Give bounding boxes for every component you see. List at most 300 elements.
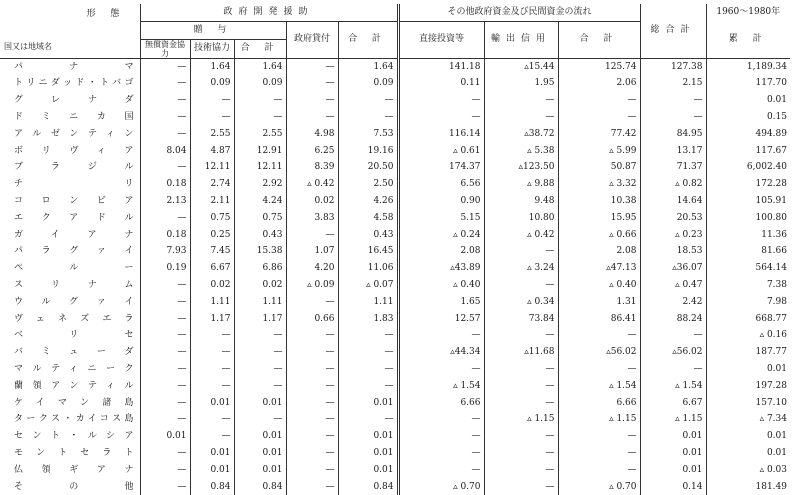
country-name: スリナム [0,277,140,294]
cell-grand-total: 13.17 [640,143,706,160]
cell-loans: 8.39 [286,159,338,176]
cell-direct-investment: 5.15 [398,210,484,227]
cell-grant-subtotal: 1.17 [234,311,286,328]
cell-tech-coop: 0.01 [190,395,234,412]
table-row [0,361,790,378]
cell-tech-coop: 1.17 [190,311,234,328]
cell-loans: 4.20 [286,260,338,277]
cell-loans: — [286,395,338,412]
cell-export-credit: — [484,277,558,294]
cell-cumulative-total: 100.80 [706,210,790,227]
form-label: 形 態 [86,9,126,19]
cell-cumulative-total: 6,002.40 [706,159,790,176]
cell-grant-subtotal: 0.84 [234,479,286,495]
grand-total-header: 総合計 [640,4,706,58]
cell-loans: — [286,75,338,92]
cell-loans: — [286,361,338,378]
cell-grant-subtotal: — [234,92,286,109]
table-row [0,109,790,126]
cell-loans: — [286,58,338,75]
cell-grant-aid: — [177,481,187,492]
cell-tech-coop: 0.84 [190,479,234,495]
cell-loans: ▵ 0.42 [286,176,338,193]
cell-other-flows-total: — [558,92,640,109]
cell-grant-subtotal: 1.11 [234,294,286,311]
cell-tech-coop: — [190,361,234,378]
cell-export-credit: ▵38.72 [484,126,558,143]
cell-direct-investment: ▵43.89 [398,260,484,277]
cell-tech-coop: 1.11 [190,294,234,311]
cell-export-credit: — [484,479,558,495]
cell-other-flows-total: 6.66 [558,395,640,412]
cell-tech-coop: 0.02 [190,277,234,294]
cell-loans: — [286,445,338,462]
cell-direct-investment: 6.66 [398,395,484,412]
cell-other-flows-total: — [558,109,640,126]
country-name: マルティニーク [0,361,140,378]
cell-grant-subtotal: — [234,361,286,378]
cell-tech-coop: 0.09 [190,75,234,92]
cell-grant-subtotal: — [234,411,286,428]
cell-grant-subtotal: — [234,109,286,126]
cell-other-flows-total: ▵ 0.40 [558,277,640,294]
cell-tech-coop: 0.75 [190,210,234,227]
cell-export-credit: ▵ 0.34 [484,294,558,311]
cell-other-flows-total: — [558,428,640,445]
cell-oda-total: 19.16 [338,143,398,160]
cell-export-credit: — [484,445,558,462]
cell-oda-total: — [338,92,398,109]
grant-aid-header: 無償資金協力 [140,39,190,58]
cell-other-flows-total: — [558,361,640,378]
country-name: ブラジル [0,159,140,176]
table-row [0,344,790,361]
country-name: バミューダ [0,344,140,361]
table-row [0,260,790,277]
cell-direct-investment: — [398,445,484,462]
cell-export-credit: ▵ 5.38 [484,143,558,160]
country-name: セント・ルシア [0,428,140,445]
cell-oda-total: 0.01 [338,445,398,462]
cell-grant-subtotal: 0.75 [234,210,286,227]
cell-cumulative-total: 0.01 [706,361,790,378]
cell-tech-coop: 4.87 [190,143,234,160]
cell-cumulative-total: 0.01 [706,445,790,462]
cell-direct-investment: — [398,327,484,344]
cell-loans: 4.98 [286,126,338,143]
cell-grant-aid: 2.13 [166,195,187,206]
cell-grant-aid: — [177,61,187,72]
cell-export-credit: — [484,395,558,412]
cell-cumulative-total: 668.77 [706,311,790,328]
cell-other-flows-total: 50.87 [558,159,640,176]
cell-export-credit: — [484,109,558,126]
cell-cumulative-total: ▵ 7.34 [706,411,790,428]
oda-total-header: 合 計 [338,21,398,58]
direct-investment-header: 直接投資等 [398,21,484,58]
cell-grand-total: ▵ 0.23 [640,227,706,244]
table-row [0,58,790,75]
cell-other-flows-total: ▵ 1.15 [558,411,640,428]
cell-cumulative-total: 81.66 [706,243,790,260]
cell-grant-subtotal: 0.01 [234,395,286,412]
cell-loans: ▵ 0.09 [286,277,338,294]
cell-oda-total: — [338,327,398,344]
country-name: アルゼンティン [0,126,140,143]
table-row [0,327,790,344]
cell-grand-total: ▵36.07 [640,260,706,277]
cell-loans: — [286,92,338,109]
country-name: ペルー [0,260,140,277]
cell-oda-total: 7.53 [338,126,398,143]
cell-export-credit: 1.95 [484,75,558,92]
cell-loans: — [286,462,338,479]
cell-export-credit: ▵15.44 [484,58,558,75]
cell-grant-aid: — [177,447,187,458]
cell-oda-total: — [338,411,398,428]
cell-grant-aid: — [177,380,187,391]
table-row [0,92,790,109]
cell-grant-aid: — [177,313,187,324]
cell-direct-investment: — [398,428,484,445]
cell-grant-subtotal: — [234,327,286,344]
cell-grand-total: 84.95 [640,126,706,143]
cell-cumulative-total: 564.14 [706,260,790,277]
country-name: エクアドル [0,210,140,227]
cell-other-flows-total: ▵ 0.66 [558,227,640,244]
cell-grant-aid: — [177,330,187,341]
cell-tech-coop: — [190,411,234,428]
cell-oda-total: 0.01 [338,462,398,479]
cell-tech-coop: — [190,109,234,126]
oda-header: 政府開発援助 [140,4,398,21]
cell-loans: — [286,428,338,445]
table-header [0,4,790,58]
cell-grant-aid: — [177,464,187,475]
table-row [0,294,790,311]
cell-oda-total: — [338,344,398,361]
country-name: ボリヴィア [0,143,140,160]
cell-grant-subtotal: 2.55 [234,126,286,143]
cell-grant-aid: 7.93 [166,246,187,257]
cell-tech-coop: — [190,378,234,395]
cell-tech-coop: — [190,428,234,445]
cell-grant-subtotal: — [234,378,286,395]
cell-export-credit: ▵ 3.24 [484,260,558,277]
cell-grant-subtotal: 0.01 [234,445,286,462]
cell-other-flows-total: ▵ 0.70 [558,479,640,495]
cell-grand-total: — [640,109,706,126]
cell-grant-aid: — [177,111,187,122]
table-body [0,58,790,495]
cell-cumulative-total: 7.98 [706,294,790,311]
cell-direct-investment: 1.65 [398,294,484,311]
country-name: パラグァイ [0,243,140,260]
cell-loans: 1.07 [286,243,338,260]
country-name: ガイアナ [0,227,140,244]
table-row [0,277,790,294]
cell-direct-investment: ▵ 0.40 [398,277,484,294]
cell-grant-subtotal: 12.91 [234,143,286,160]
cell-export-credit: — [484,327,558,344]
cell-cumulative-total: 117.67 [706,143,790,160]
cell-cumulative-total: 172.28 [706,176,790,193]
cell-other-flows-total: 86.41 [558,311,640,328]
cell-grant-subtotal: 1.64 [234,58,286,75]
table-row [0,126,790,143]
cell-cumulative-total: 105.91 [706,193,790,210]
cell-direct-investment: 12.57 [398,311,484,328]
table-row [0,176,790,193]
cell-export-credit: 10.80 [484,210,558,227]
cell-export-credit: ▵ 9.88 [484,176,558,193]
cell-grant-subtotal: 4.24 [234,193,286,210]
cell-direct-investment: 2.08 [398,243,484,260]
cell-loans: 3.83 [286,210,338,227]
cell-grand-total: — [640,361,706,378]
cell-direct-investment: 141.18 [398,58,484,75]
cell-direct-investment: — [398,92,484,109]
cell-oda-total: 0.09 [338,75,398,92]
cell-grand-total: 88.24 [640,311,706,328]
cell-grand-total: ▵ 0.82 [640,176,706,193]
tech-coop-header: 技術協力 [190,39,234,58]
cell-oda-total: — [338,361,398,378]
cell-other-flows-total: ▵56.02 [558,344,640,361]
cell-direct-investment: 0.11 [398,75,484,92]
cell-direct-investment: — [398,462,484,479]
cell-grant-subtotal: 6.86 [234,260,286,277]
cell-oda-total: 0.84 [338,479,398,495]
cell-tech-coop: — [190,344,234,361]
cell-grant-aid: — [177,363,187,374]
cell-direct-investment: ▵ 0.24 [398,227,484,244]
cell-direct-investment: 6.56 [398,176,484,193]
cell-grand-total: 0.01 [640,445,706,462]
table-row [0,75,790,92]
cell-export-credit: — [484,92,558,109]
cell-cumulative-total: 7.38 [706,277,790,294]
grant-subtotal-header: 合 計 [234,39,286,58]
cell-grand-total: ▵ 0.47 [640,277,706,294]
cell-grand-total: 6.67 [640,395,706,412]
cell-other-flows-total: 10.38 [558,193,640,210]
cell-grant-aid: — [177,279,187,290]
table-row [0,143,790,160]
cell-loans: — [286,294,338,311]
cell-direct-investment: ▵44.34 [398,344,484,361]
cell-loans: — [286,227,338,244]
cell-other-flows-total: 15.95 [558,210,640,227]
cell-cumulative-total: ▵ 0.03 [706,462,790,479]
cell-export-credit: — [484,361,558,378]
cell-grant-aid: 8.04 [166,145,187,156]
cell-cumulative-total: 117.70 [706,75,790,92]
cell-grant-subtotal: 0.09 [234,75,286,92]
cell-oda-total: 0.01 [338,428,398,445]
cell-grant-subtotal: 0.01 [234,462,286,479]
table-row [0,193,790,210]
cell-grant-subtotal: 0.43 [234,227,286,244]
table-row [0,479,790,495]
cell-cumulative-total: 0.15 [706,109,790,126]
cell-tech-coop: — [190,327,234,344]
cell-loans: 0.02 [286,193,338,210]
cell-direct-investment: 116.14 [398,126,484,143]
table-row [0,411,790,428]
cell-other-flows-total: ▵ 3.32 [558,176,640,193]
cell-tech-coop: 0.01 [190,462,234,479]
cell-oda-total: 4.58 [338,210,398,227]
cell-export-credit: ▵ 1.15 [484,411,558,428]
cell-export-credit: 73.84 [484,311,558,328]
cell-grand-total: 2.42 [640,294,706,311]
country-name: ウルグァイ [0,294,140,311]
cell-loans: 6.25 [286,143,338,160]
cell-grand-total: — [640,92,706,109]
table-row [0,227,790,244]
country-name: トリニダッド・トバゴ [0,75,140,92]
cell-oda-total: 1.64 [338,58,398,75]
cell-grand-total: 0.01 [640,428,706,445]
cell-grant-aid: — [177,95,187,106]
cell-oda-total: 16.45 [338,243,398,260]
cell-tech-coop: 1.64 [190,58,234,75]
cell-loans: — [286,378,338,395]
cell-cumulative-total: 187.77 [706,344,790,361]
country-name: グレナダ [0,92,140,109]
cell-cumulative-total: 181.49 [706,479,790,495]
cell-grant-aid: — [177,78,187,89]
cell-export-credit: — [484,428,558,445]
table-row [0,210,790,227]
country-name: モントセラト [0,445,140,462]
cell-loans: 0.66 [286,311,338,328]
cell-direct-investment: 0.90 [398,193,484,210]
cell-grand-total: 18.53 [640,243,706,260]
cell-grant-subtotal: 0.02 [234,277,286,294]
cell-grant-aid: — [177,162,187,173]
other-flows-header: その他政府資金及び民間資金の流れ [398,4,640,21]
cell-cumulative-total: 197.28 [706,378,790,395]
table-row [0,378,790,395]
cell-direct-investment: — [398,411,484,428]
table-row [0,462,790,479]
other-flows-total-header: 合 計 [558,21,640,58]
cell-cumulative-total: ▵ 0.16 [706,327,790,344]
cell-grand-total: — [640,327,706,344]
cell-loans: — [286,411,338,428]
cell-other-flows-total: ▵ 1.54 [558,378,640,395]
cell-export-credit: ▵123.50 [484,159,558,176]
cell-tech-coop: 7.45 [190,243,234,260]
country-name: 蘭領アンティル [0,378,140,395]
cell-cumulative-total: 0.01 [706,92,790,109]
cell-cumulative-total: 494.89 [706,126,790,143]
cell-grant-subtotal: 12.11 [234,159,286,176]
cell-tech-coop: 0.25 [190,227,234,244]
cell-oda-total: 0.01 [338,395,398,412]
cell-grant-subtotal: 2.92 [234,176,286,193]
cell-oda-total: 4.26 [338,193,398,210]
cell-cumulative-total: 11.36 [706,227,790,244]
cell-other-flows-total: — [558,462,640,479]
cell-oda-total: 20.50 [338,159,398,176]
cell-other-flows-total: 1.31 [558,294,640,311]
grant-header: 贈 与 [140,21,286,39]
cell-grand-total: 14.64 [640,193,706,210]
cell-direct-investment: — [398,109,484,126]
cell-tech-coop: 6.67 [190,260,234,277]
cell-export-credit: 9.48 [484,193,558,210]
country-name: ベリセ [0,327,140,344]
cell-oda-total: 0.43 [338,227,398,244]
country-name: 仏領ギアナ [0,462,140,479]
cell-other-flows-total: ▵47.13 [558,260,640,277]
cell-grant-aid: 0.18 [166,179,187,190]
cell-tech-coop: — [190,92,234,109]
cell-oda-total: ▵ 0.07 [338,277,398,294]
cell-other-flows-total: 77.42 [558,126,640,143]
cell-loans: — [286,479,338,495]
table-row [0,159,790,176]
cell-grant-aid: — [177,296,187,307]
cell-grant-aid: — [177,397,187,408]
table-row [0,428,790,445]
cell-grand-total: 2.15 [640,75,706,92]
cell-cumulative-total: 0.01 [706,428,790,445]
cell-oda-total: 11.06 [338,260,398,277]
cell-direct-investment: — [398,361,484,378]
cell-tech-coop: 2.11 [190,193,234,210]
cell-export-credit: ▵11.68 [484,344,558,361]
cell-oda-total: 2.50 [338,176,398,193]
country-name: パナマ [0,58,140,75]
cell-grand-total: 0.14 [640,479,706,495]
cell-loans: — [286,327,338,344]
cell-oda-total: — [338,109,398,126]
cell-cumulative-total: 1,189.34 [706,58,790,75]
cell-other-flows-total: 2.06 [558,75,640,92]
cell-other-flows-total: ▵ 5.99 [558,143,640,160]
cell-grant-subtotal: 15.38 [234,243,286,260]
cell-direct-investment: ▵ 0.61 [398,143,484,160]
cell-other-flows-total: 2.08 [558,243,640,260]
export-credit-header: 輸出信用 [484,21,558,58]
cell-grant-subtotal: 0.01 [234,428,286,445]
cell-grant-aid: 0.18 [166,229,187,240]
cell-tech-coop: 0.01 [190,445,234,462]
cum-total-header: 累 計 [706,21,790,58]
country-name: タークス・カイコス島 [0,411,140,428]
cell-grant-aid: 0.19 [166,263,187,274]
cell-grand-total: 127.38 [640,58,706,75]
table-row [0,243,790,260]
cell-export-credit: ▵ 0.42 [484,227,558,244]
cell-tech-coop: 2.74 [190,176,234,193]
country-name: その他 [0,479,140,495]
cell-other-flows-total: 125.74 [558,58,640,75]
cell-grand-total: ▵ 1.15 [640,411,706,428]
cell-tech-coop: 12.11 [190,159,234,176]
cell-export-credit: — [484,378,558,395]
cell-other-flows-total: — [558,327,640,344]
aid-flows-table [0,4,790,495]
country-label: 国又は地域名 [4,41,52,51]
cell-grand-total: 71.37 [640,159,706,176]
cell-grant-aid: — [177,212,187,223]
cell-direct-investment: ▵ 1.54 [398,378,484,395]
